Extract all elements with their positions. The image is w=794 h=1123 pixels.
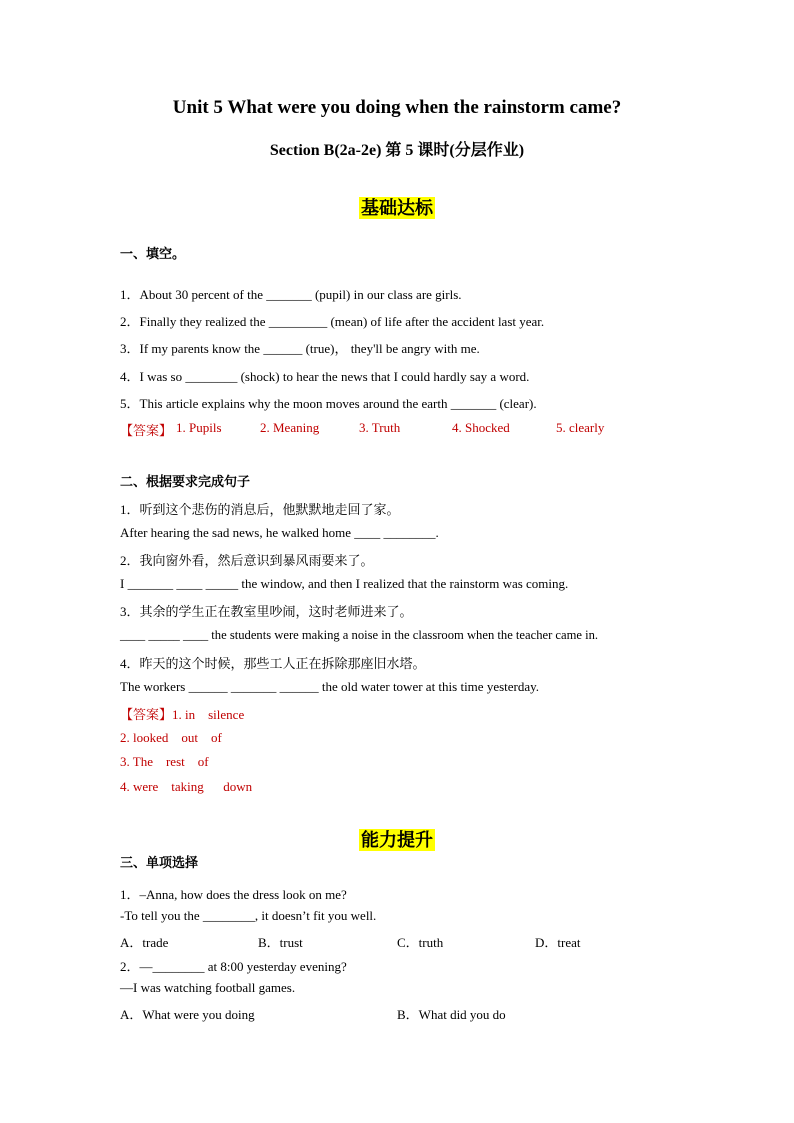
question-line: The workers ______ _______ ______ the old water tower at this time yesterday. xyxy=(120,679,540,694)
answer-value: 1. Pupils xyxy=(176,420,222,435)
part3-heading: 三、单项选择 xyxy=(120,855,199,870)
answer-value: 4. were taking down xyxy=(120,779,253,794)
question-line: I _______ ____ _____ the window, and then I realized that the rainstorm was coming. xyxy=(120,576,569,591)
section-banner-advanced xyxy=(0,826,794,852)
answer-value: 3. Truth xyxy=(359,420,401,435)
question-line: 2．—________ at 8:00 yesterday evening? xyxy=(120,959,347,974)
question-line: 2．Finally they realized the _________ (mean) of life after the accident last year. xyxy=(120,314,545,329)
answer-tag: 【答案】 xyxy=(120,707,173,722)
option-a: A．What were you doing xyxy=(120,1007,255,1022)
section-banner-basic xyxy=(0,194,794,220)
question-line: 1．听到这个悲伤的消息后，他默默地走回了家。 xyxy=(120,502,400,517)
question-line: 4．昨天的这个时候，那些工人正在拆除那座旧水塔。 xyxy=(120,656,426,671)
answer-value: 5. clearly xyxy=(556,420,605,435)
banner-label: 能力提升 xyxy=(361,830,433,850)
question-line: 4．I was so ________ (shock) to hear the news that I could hardly say a word. xyxy=(120,369,530,384)
question-line: -To tell you the ________, it doesn’t fit you well. xyxy=(120,908,377,923)
question-line: —I was watching football games. xyxy=(120,980,296,995)
answer-value: 1. in silence xyxy=(172,707,245,722)
question-line: 1．About 30 percent of the _______ (pupil) in our class are girls. xyxy=(120,287,462,302)
page-title: Unit 5 What were you doing when the rainstorm came? xyxy=(172,97,622,118)
option-d: D．treat xyxy=(535,935,581,950)
part2-heading: 二、根据要求完成句子 xyxy=(120,474,251,489)
answer-value: 2. looked out of xyxy=(120,730,222,745)
banner-label: 基础达标 xyxy=(361,198,433,218)
option-a: A．trade xyxy=(120,935,169,950)
question-line: 2．我向窗外看，然后意识到暴风雨要来了。 xyxy=(120,553,374,568)
part1-heading: 一、填空。 xyxy=(120,246,186,261)
question-line: 3．If my parents know the ______ (true)， they'll be angry with me. xyxy=(120,341,480,356)
question-line: 1．–Anna, how does the dress look on me? xyxy=(120,887,347,902)
answer-row xyxy=(120,704,244,723)
answer-value: 4. Shocked xyxy=(452,420,510,435)
question-line: 3．其余的学生正在教室里吵闹，这时老师进来了。 xyxy=(120,604,413,619)
question-line: After hearing the sad news, he walked home ____ ________. xyxy=(120,525,439,540)
answer-value: 3. The rest of xyxy=(120,754,209,769)
answer-value: 2. Meaning xyxy=(260,420,320,435)
option-b: B．trust xyxy=(258,935,303,950)
answer-tag: 【答案】 xyxy=(120,423,173,438)
option-c: C．truth xyxy=(397,935,444,950)
question-line: ____ _____ ____ the students were making a noise in the classroom when the teacher came in. xyxy=(120,628,599,642)
page-subtitle: Section B(2a-2e) 第 5 课时(分层作业) xyxy=(269,142,525,159)
question-line: 5．This article explains why the moon moves around the earth _______ (clear). xyxy=(120,396,537,411)
option-b: B．What did you do xyxy=(397,1007,506,1022)
answer-row xyxy=(120,420,172,439)
